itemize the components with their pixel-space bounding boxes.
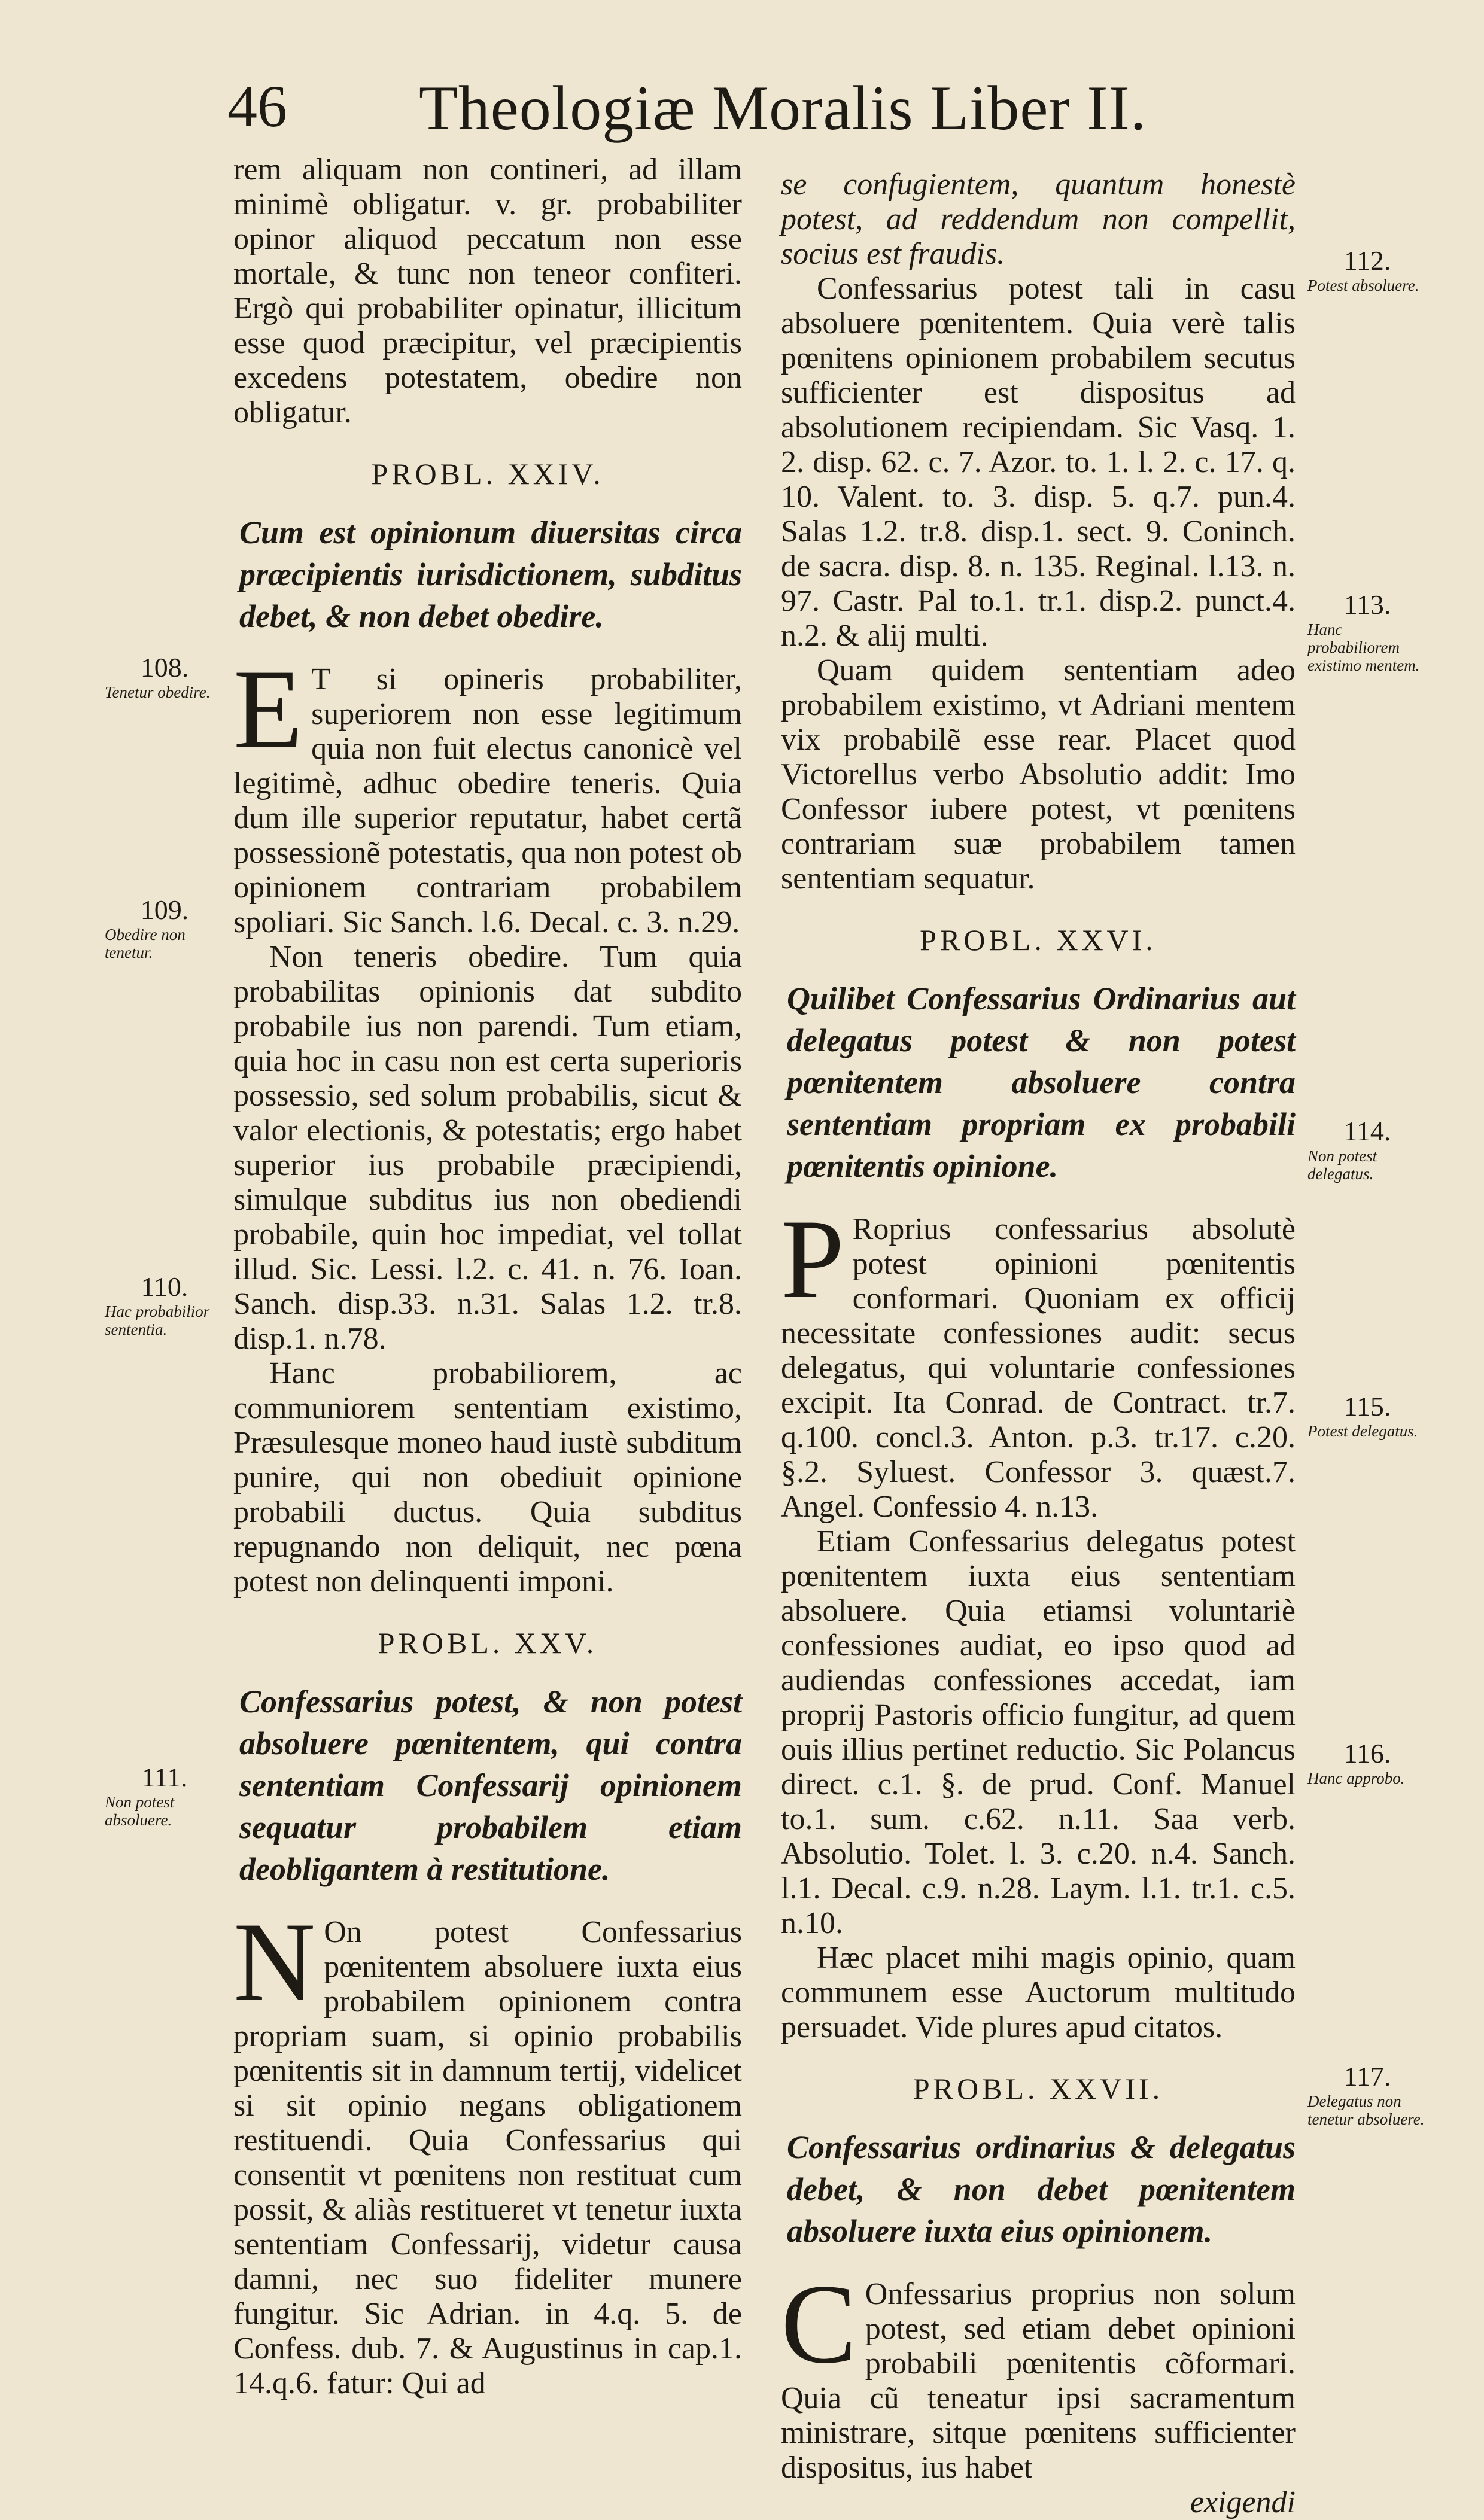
paragraph-112: Confessarius potest tali in casu absoluere pœnitentem. Quia verè talis pœnitens opinionem probabilem secutus sufficienter est dispositus ad absolutionem recipiendam. Sic Vasq. 1. 2. disp. 62. c. 7. Azor. to. 1. l. 2. c. 17. q. 10. Valent. to. 3. disp. 5. q.7. pun.4. Salas 1.2. tr.8. disp.1. sect. 9. Coninch. de sacra. disp. 8. n. 135. Reginal. l.13. n. 97. Castr. Pal to.1. tr.1. disp.2. punct.4. n.2. & alij multi. [781,272,1296,653]
paragraph-117 [781,2262,1296,2485]
margin-number: 116. [1343,1738,1391,1769]
margin-number: 111. [141,1762,188,1792]
margin-number: 109. [140,894,189,925]
margin-note-110 [105,1271,224,1338]
drop-cap: C [781,2262,857,2387]
margin-number: 114. [1343,1116,1391,1146]
paragraph-108-text: T si opineris probabiliter, superiorem non esse legitimum quia non fuit electus canonicè vel legitimè, adhuc obedire teneris. Quia dum ille superior reputatur, habet certã possessionẽ potestatis, qua non potest ob opinionem contrariam probabilem spoliari. Sic Sanch. l.6. Decal. c. 3. n.29. [233,662,742,939]
left-column [233,153,742,2401]
margin-text: Non potest absoluere. [105,1793,175,1829]
margin-text: Non potest delegatus. [1307,1147,1377,1183]
probl-25-heading: PROBL. XXV. [378,1626,598,1660]
paragraph-114-text: Roprius confessarius absolutè potest opinioni pœnitentis conformari. Quoniam ex officij necessitate confessiones audit: secus delegatus, qui voluntarie confessiones excipit. Ita Conrad. de Contract. tr.7. q.100. concl.3. Anton. p.3. tr.17. c.20. §.2. Syluest. Confessor 3. quæst.7. Angel. Confessio 4. n.13. [781,1212,1296,1524]
paragraph-114 [781,1197,1296,1524]
paragraph-111-text: On potest Confessarius pœnitentem absoluere iuxta eius probabilem opinionem contra propriam suam, si opinio probabilis pœnitentis sit in damnum tertij, videlicet si sit opinio negans obligationem restituendi. Quia Confessarius qui consentit vt pœnitens non restituat cum possit, & aliàs restitueret vt tenetur iuxta sententiam Confessarij, videtur causa damni, nec suo fideliter munere fungitur. Sic Adrian. in 4.q. 5. de Confess. dub. 7. & Augustinus in cap.1. 14.q.6. fatur: Qui ad [233,1915,742,2400]
paragraph-111 [233,1900,742,2401]
margin-text: Potest delegatus. [1307,1422,1418,1440]
margin-text: Tenetur obedire. [105,683,211,701]
margin-text: Obedire non tenetur. [105,926,186,961]
opening-paragraph: rem aliquam non contineri, ad illam minimè obligatur. v. gr. probabiliter opinor aliquod peccatum non esse mortale, & tunc non teneor confiteri. Ergò qui probabiliter opinatur, illicitum esse quod præcipitur, vel præcipientis excedens potestatem, obedire non obligatur. [233,153,742,430]
paragraph-113: Quam quidem sententiam adeo probabilem existimo, vt Adriani mentem vix probabilẽ esse rear. Placet quod Victorellus verbo Absolutio addit: Imo Confessor iubere potest, vt pœnitens contrariam suæ probabilem tamen sententiam sequatur. [781,653,1296,896]
margin-text: Hanc approbo. [1307,1769,1405,1787]
page-number: 46 [227,73,287,139]
drop-cap: N [233,1900,316,2025]
paragraph-115: Etiam Confessarius delegatus potest pœnitentem iuxta eius sententiam absoluere. Quia etiamsi voluntariè confessiones audiat, eo ipso quod ad audiendas confessiones accedat, iam proprij Pastoris officio fungitur, ad quem ouis illius pertinet reductio. Sic Polancus direct. c.1. §. de prud. Conf. Manuel to.1. sum. c.62. n.11. Saa verb. Absolutio. Tolet. l. 3. c.20. n.4. Sanch. l.1. Decal. c.9. n.28. Laym. l.1. tr.1. c.5. n.10. [781,1524,1296,1940]
paragraph-110: Hanc probabiliorem, ac communiorem sententiam existimo, Præsulesque moneo haud iustè subditum punire, qui non obediuit opinione probabili ductus. Quia subditus repugnando non deliquit, nec pœna potest non delinquenti imponi. [233,1356,742,1599]
drop-cap: P [781,1197,844,1322]
margin-note-116 [1307,1738,1427,1787]
paragraph-117-text: Onfessarius proprius non solum potest, sed etiam debet opinioni probabili pœnitentis cõformari. Quia cũ teneatur ipsi sacramentum ministrare, sitque pœnitens sufficienter dispositus, ius habet [781,2277,1296,2485]
margin-note-114 [1307,1116,1427,1183]
probl-24-heading: PROBL. XXIV. [371,457,604,491]
probl-25-question: Confessarius potest, & non potest absoluere pœnitentem, qui contra sententiam Confessarij opinionem sequatur probabilem etiam deobligantem à restitutione. [239,1684,742,1887]
margin-note-111 [105,1762,224,1829]
margin-note-115 [1307,1391,1427,1440]
margin-note-109 [105,894,224,961]
margin-text: Delegatus non tenetur absoluere. [1307,2092,1425,2128]
margin-text: Hanc probabiliorem existimo mentem. [1307,620,1420,674]
margin-note-112 [1307,245,1427,294]
margin-text: Hac probabilior sententia. [105,1302,210,1338]
probl-26-question: Quilibet Confessarius Ordinarius aut delegatus potest & non potest pœnitentem absoluere contra sententiam propriam ex probabili pœnitentis opinione. [787,981,1296,1184]
margin-note-117 [1307,2061,1427,2128]
paragraph-108 [233,647,742,940]
probl-27-heading: PROBL. XXVII. [913,2072,1164,2105]
margin-text: Potest absoluere. [1307,276,1419,294]
probl-27-question: Confessarius ordinarius & delegatus debet, & non debet pœnitentem absoluere iuxta eius opinionem. [787,2129,1296,2249]
margin-number: 110. [141,1271,188,1302]
drop-cap: E [233,647,303,772]
continuation-quote: se confugientem, quantum honestè potest, ad reddendum non compellit, socius est fraudis. [781,168,1296,271]
probl-26-heading: PROBL. XXVI. [920,923,1157,957]
margin-note-113 [1307,589,1427,674]
catchword: exigendi [1190,2485,1296,2519]
margin-number: 117. [1343,2061,1391,2092]
paragraph-116: Hæc placet mihi magis opinio, quam communem esse Auctorum multitudo persuadet. Vide plures apud citatos. [781,1941,1296,2044]
probl-24-question: Cum est opinionum diuersitas circa præcipientis iurisdictionem, subditus debet, & non debet obedire. [239,515,742,634]
running-title: Theologiæ Moralis Liber II. [419,73,1147,143]
right-column [781,168,1296,2520]
margin-number: 113. [1343,589,1391,620]
margin-note-108 [105,652,224,701]
margin-number: 108. [140,652,189,683]
margin-number: 115. [1343,1391,1391,1422]
paragraph-109: Non teneris obedire. Tum quia probabilitas opinionis dat subdito probabile ius non parendi. Tum etiam, quia hoc in casu non est certa superioris possessio, sed solum probabilis, sicut & valor electionis, & potestatis; ergo habet superior ius probabile præcipiendi, simulque subditus ius non obediendi probabile, quin hoc impediat, vel tollat illud. Sic. Lessi. l.2. c. 41. n. 76. Ioan. Sanch. disp.33. n.31. Salas 1.2. tr.8. disp.1. n.78. [233,940,742,1356]
margin-number: 112. [1343,245,1391,276]
